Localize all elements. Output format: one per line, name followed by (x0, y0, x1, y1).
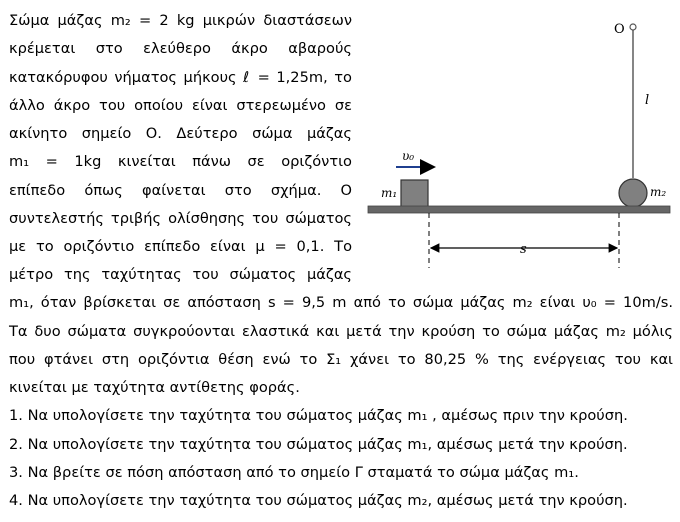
pivot-label: O (614, 22, 625, 37)
problem-line-2: κρέμεται στο ελεύθερο άκρο αβαρούς (9, 40, 352, 57)
pivot-point (630, 24, 636, 30)
question-4: 4. Να υπολογίσετε την ταχύτητα του σώματος μάζας m₂, αμέσως μετά την κρούση. (9, 492, 628, 509)
physics-diagram (360, 0, 680, 290)
problem-line-4: άλλο άκρο του οποίου είναι στερεωμένο σε (9, 97, 352, 114)
ball-label: m₂ (650, 185, 667, 199)
problem-line-6: m₁ = 1kg κινείται πάνω σε οριζόντιο (9, 153, 352, 170)
ball-m2 (619, 179, 647, 207)
question-3: 3. Να βρείτε σε πόση απόσταση από το σημείο Γ σταματά το σώμα μάζας m₁. (9, 464, 579, 481)
problem-line-11: m₁, όταν βρίσκεται σε απόσταση s = 9,5 m από το σώμα μάζας m₂ είναι υ₀ = 10m/s. (9, 294, 673, 311)
string-label: l (645, 93, 650, 108)
problem-line-13: που φτάνει στη οριζόντια θέση ενώ το Σ₁ χάνει το 80,25 % της ενέργειας του και (9, 351, 673, 368)
velocity-label: υ₀ (402, 149, 415, 163)
question-2: 2. Να υπολογίσετε την ταχύτητα του σώματος μάζας m₁, αμέσως μετά την κρούση. (9, 436, 628, 453)
problem-line-1: Σώμα μάζας m₂ = 2 kg μικρών διαστάσεων (9, 12, 352, 29)
problem-line-14: κινείται με ταχύτητα αντίθετης φοράς. (9, 379, 300, 396)
problem-line-12: Τα δυο σώματα συγκρούονται ελαστικά και μετά την κρούση το σώμα μάζας m₂ μόλις (9, 323, 673, 340)
problem-line-3: κατακόρυφου νήματος μήκους ℓ = 1,25m, το (9, 69, 352, 86)
problem-line-10: μέτρο της ταχύτητας του σώματος μάζας (9, 266, 352, 283)
block-m1 (401, 180, 428, 207)
question-1: 1. Να υπολογίσετε την ταχύτητα του σώματος μάζας m₁ , αμέσως πριν την κρούση. (9, 407, 628, 424)
problem-line-5: ακίνητο σημείο Ο. Δεύτερο σώμα μάζας (9, 125, 352, 142)
block-label: m₁ (381, 186, 398, 200)
problem-line-8: συντελεστής τριβής ολίσθησης του σώματος (9, 210, 352, 227)
problem-line-9: με το οριζόντιο επίπεδο είναι μ = 0,1. Το (9, 238, 352, 255)
problem-line-7: επίπεδο όπως φαίνεται στο σχήμα. Ο (9, 182, 352, 199)
distance-label: s (520, 242, 527, 257)
ground-surface (368, 206, 670, 213)
